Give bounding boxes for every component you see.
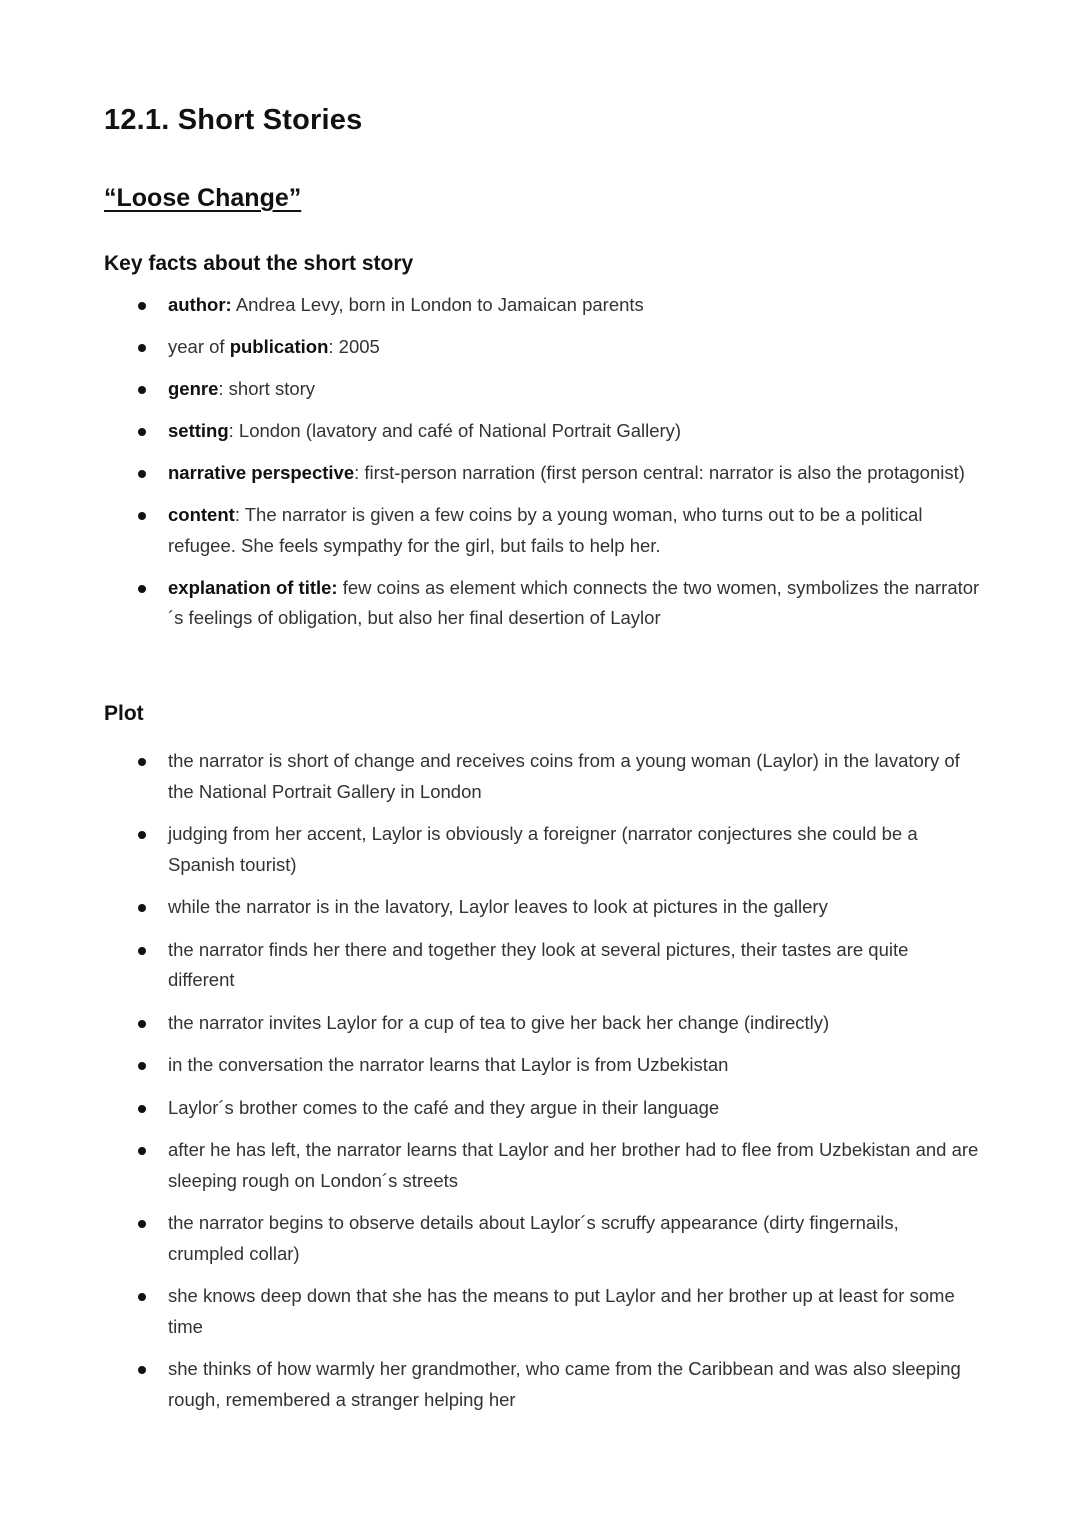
bullet-icon bbox=[138, 1147, 146, 1155]
bullet-icon bbox=[138, 1220, 146, 1228]
bullet-icon bbox=[138, 1062, 146, 1070]
bullet-icon bbox=[138, 344, 146, 352]
list-item: explanation of title: few coins as element which connects the two women, symbolizes the narrator´s feelings of obligation, but also her final desertion of Laylor bbox=[0, 573, 1080, 634]
list-item: the narrator begins to observe details about Laylor´s scruffy appearance (dirty fingernails, crumpled collar) bbox=[0, 1208, 1080, 1269]
bullet-icon bbox=[138, 1020, 146, 1028]
bullet-icon bbox=[138, 1105, 146, 1113]
bullet-icon bbox=[138, 1293, 146, 1301]
list-item: the narrator finds her there and together they look at several pictures, their tastes are quite different bbox=[0, 935, 1080, 996]
list-item: in the conversation the narrator learns that Laylor is from Uzbekistan bbox=[0, 1050, 1080, 1081]
plot-heading: Plot bbox=[104, 702, 144, 725]
list-item: judging from her accent, Laylor is obviously a foreigner (narrator conjectures she could be a Spanish tourist) bbox=[0, 819, 1080, 880]
list-item: setting: London (lavatory and café of National Portrait Gallery) bbox=[0, 416, 1080, 447]
list-item: Laylor´s brother comes to the café and they argue in their language bbox=[0, 1093, 1080, 1124]
list-item: narrative perspective: first-person narration (first person central: narrator is also the protagonist) bbox=[0, 458, 1080, 489]
list-item: genre: short story bbox=[0, 374, 1080, 405]
story-title: “Loose Change” bbox=[104, 184, 302, 212]
list-item: year of publication: 2005 bbox=[0, 332, 1080, 363]
chapter-title: 12.1. Short Stories bbox=[104, 104, 363, 136]
list-item: she thinks of how warmly her grandmother, who came from the Caribbean and was also sleeping rough, remembered a stranger helping her bbox=[0, 1354, 1080, 1415]
bullet-icon bbox=[138, 1366, 146, 1374]
list-item: after he has left, the narrator learns that Laylor and her brother had to flee from Uzbekistan and are sleeping rough on London´s streets bbox=[0, 1135, 1080, 1196]
list-item: she knows deep down that she has the means to put Laylor and her brother up at least for some time bbox=[0, 1281, 1080, 1342]
list-item: while the narrator is in the lavatory, Laylor leaves to look at pictures in the gallery bbox=[0, 892, 1080, 923]
bullet-icon bbox=[138, 585, 146, 593]
bullet-icon bbox=[138, 470, 146, 478]
bullet-icon bbox=[138, 758, 146, 766]
bullet-icon bbox=[138, 947, 146, 955]
list-item: content: The narrator is given a few coins by a young woman, who turns out to be a political refugee. She feels sympathy for the girl, but fails to help her. bbox=[0, 500, 1080, 561]
bullet-icon bbox=[138, 302, 146, 310]
bullet-icon bbox=[138, 831, 146, 839]
bullet-icon bbox=[138, 428, 146, 436]
bullet-icon bbox=[138, 512, 146, 520]
key-facts-list bbox=[0, 290, 1080, 645]
list-item: the narrator invites Laylor for a cup of tea to give her back her change (indirectly) bbox=[0, 1008, 1080, 1039]
bullet-icon bbox=[138, 386, 146, 394]
list-item: the narrator is short of change and receives coins from a young woman (Laylor) in the lavatory of the National Portrait Gallery in London bbox=[0, 746, 1080, 807]
list-item: author: Andrea Levy, born in London to Jamaican parents bbox=[0, 290, 1080, 321]
plot-list bbox=[0, 746, 1080, 1427]
key-facts-heading: Key facts about the short story bbox=[104, 252, 414, 275]
bullet-icon bbox=[138, 904, 146, 912]
